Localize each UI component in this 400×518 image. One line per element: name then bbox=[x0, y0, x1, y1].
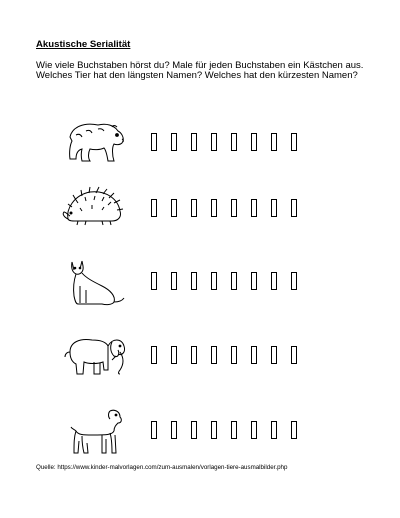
source-citation: Quelle: https://www.kinder-malvorlagen.com/zum-ausmalen/vorlagen-tiere-ausmalbilder.php bbox=[36, 464, 288, 471]
hedgehog-icon bbox=[62, 183, 128, 231]
instruction-line-1: Wie viele Buchstaben hörst du? Male für jeden Buchstaben ein Kästchen aus. bbox=[36, 60, 364, 71]
letter-box[interactable] bbox=[171, 421, 177, 439]
animal-row-cat bbox=[0, 256, 400, 316]
letter-box[interactable] bbox=[231, 421, 237, 439]
letter-box[interactable] bbox=[291, 272, 297, 290]
instruction-line-2: Welches Tier hat den längsten Namen? Welches hat den kürzesten Namen? bbox=[36, 70, 358, 81]
letter-box[interactable] bbox=[211, 346, 217, 364]
letter-box[interactable] bbox=[231, 133, 237, 151]
letter-box[interactable] bbox=[191, 272, 197, 290]
letter-box[interactable] bbox=[271, 199, 277, 217]
letter-box[interactable] bbox=[251, 421, 257, 439]
letter-box[interactable] bbox=[151, 199, 157, 217]
letter-box[interactable] bbox=[191, 199, 197, 217]
letter-box[interactable] bbox=[271, 272, 277, 290]
animal-row-dog bbox=[0, 405, 400, 465]
letter-box[interactable] bbox=[291, 421, 297, 439]
letter-box[interactable] bbox=[151, 421, 157, 439]
animal-row-hedgehog bbox=[0, 183, 400, 243]
letter-box[interactable] bbox=[251, 346, 257, 364]
elephant-icon bbox=[62, 330, 132, 384]
cat-icon bbox=[62, 256, 128, 308]
letter-box[interactable] bbox=[271, 421, 277, 439]
letter-box[interactable] bbox=[171, 199, 177, 217]
letter-box[interactable] bbox=[211, 133, 217, 151]
letter-box[interactable] bbox=[231, 199, 237, 217]
letter-box[interactable] bbox=[251, 199, 257, 217]
letter-box[interactable] bbox=[291, 199, 297, 217]
letter-box[interactable] bbox=[191, 421, 197, 439]
letter-box[interactable] bbox=[271, 346, 277, 364]
letter-box[interactable] bbox=[271, 133, 277, 151]
letter-box[interactable] bbox=[211, 199, 217, 217]
letter-box[interactable] bbox=[231, 272, 237, 290]
animal-row-bear bbox=[0, 117, 400, 177]
letter-box[interactable] bbox=[171, 346, 177, 364]
letter-box[interactable] bbox=[291, 346, 297, 364]
bear-icon bbox=[62, 117, 128, 165]
letter-box[interactable] bbox=[171, 133, 177, 151]
letter-box[interactable] bbox=[151, 346, 157, 364]
letter-box[interactable] bbox=[211, 421, 217, 439]
letter-box[interactable] bbox=[191, 346, 197, 364]
dog-icon bbox=[62, 405, 128, 457]
letter-box[interactable] bbox=[151, 133, 157, 151]
letter-box[interactable] bbox=[211, 272, 217, 290]
letter-box[interactable] bbox=[251, 133, 257, 151]
animal-row-elephant bbox=[0, 330, 400, 390]
letter-box[interactable] bbox=[251, 272, 257, 290]
letter-box[interactable] bbox=[191, 133, 197, 151]
letter-box[interactable] bbox=[231, 346, 237, 364]
worksheet-title: Akustische Serialität bbox=[36, 39, 131, 50]
letter-box[interactable] bbox=[171, 272, 177, 290]
letter-box[interactable] bbox=[291, 133, 297, 151]
letter-box[interactable] bbox=[151, 272, 157, 290]
